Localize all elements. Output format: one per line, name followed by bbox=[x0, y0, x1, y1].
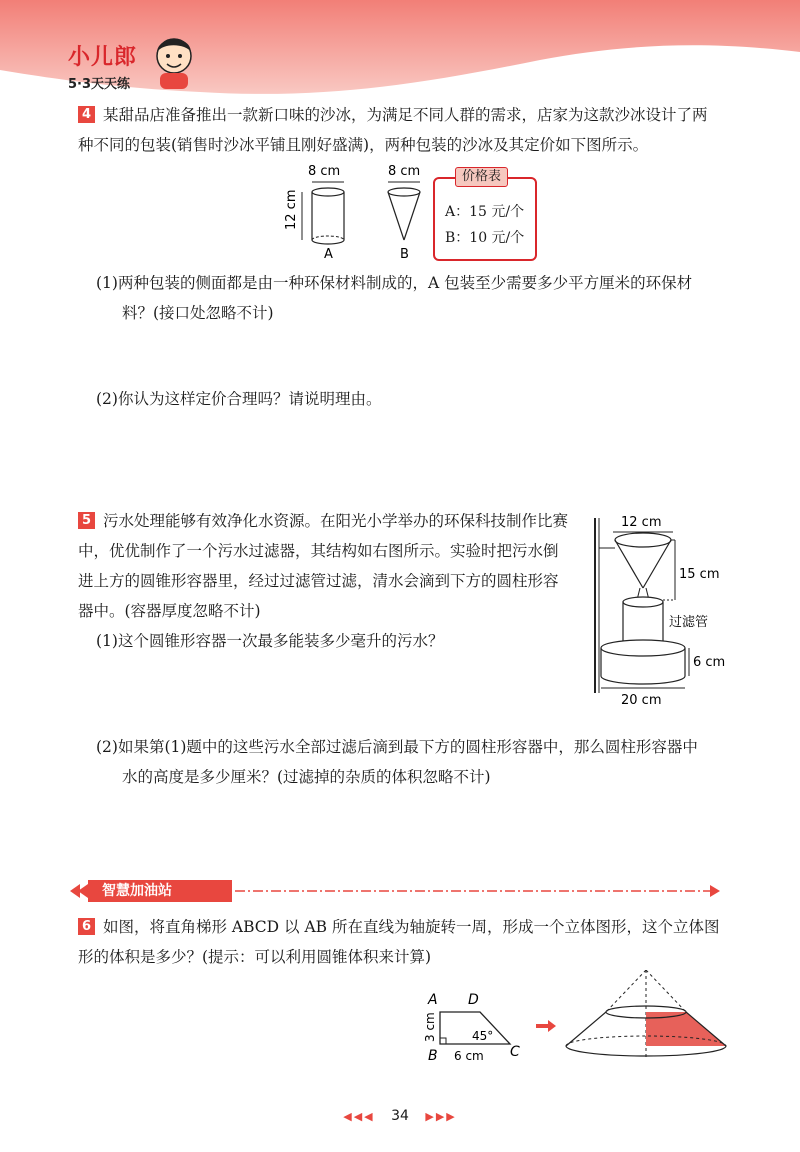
page-header bbox=[0, 0, 800, 115]
price-a: A：15 元/个 bbox=[445, 204, 525, 220]
cone-b-top bbox=[388, 188, 420, 196]
q5-sub2-line2: 水的高度是多少厘米？(过滤掉的杂质的体积忽略不计) bbox=[122, 768, 491, 786]
question-5 bbox=[78, 506, 598, 656]
q5-cyl-height-label: 6 cm bbox=[693, 655, 726, 670]
cylinder-a-bottom-hidden bbox=[312, 236, 344, 240]
q5-top-label: 12 cm bbox=[621, 515, 662, 530]
prev-arrows-icon: ◀◀◀ bbox=[343, 1110, 375, 1123]
page-number: 34 bbox=[391, 1108, 409, 1124]
pipe-top bbox=[623, 597, 663, 607]
q5-line-1: 污水处理能够有效净化水资源。在阳光小学举办的环保科技制作比赛 bbox=[103, 512, 569, 530]
right-angle-mark bbox=[440, 1038, 446, 1044]
q4-label-b: B bbox=[400, 247, 409, 262]
q5-sub1: (1)这个圆锥形容器一次最多能装多少毫升的污水？ bbox=[96, 632, 444, 650]
q4-top-b-label: 8 cm bbox=[388, 164, 421, 179]
q6-angle-label: 45° bbox=[472, 1029, 494, 1043]
cylinder-a-top bbox=[312, 188, 344, 196]
q5-sub2-line1: (2)如果第(1)题中的这些污水全部过滤后滴到最下方的圆柱形容器中，那么圆柱形容器中 bbox=[96, 738, 698, 756]
q5-bottom-label: 20 cm bbox=[621, 693, 662, 708]
q6-text-line2: 形的体积是多少？(提示：可以利用圆锥体积来计算) bbox=[78, 948, 432, 966]
q4-text-line1: 某甜品店准备推出一款新口味的沙冰，为满足不同人群的需求，店家为这款沙冰设计了两 bbox=[103, 106, 708, 124]
q4-sub2: (2)你认为这样定价合理吗？请说明理由。 bbox=[96, 390, 382, 408]
q4-sub1-line2: 料？(接口处忽略不计) bbox=[122, 304, 274, 322]
q6-base-label: 6 cm bbox=[454, 1049, 484, 1063]
q4-sub1-line1: (1)两种包装的侧面都是由一种环保材料制成的，A 包装至少需要多少平方厘米的环保材 bbox=[96, 274, 693, 292]
bottom-cylinder-top bbox=[601, 640, 685, 656]
cone-b-right bbox=[404, 192, 420, 240]
q4-height-label: 12 cm bbox=[284, 189, 299, 230]
q5-sub2 bbox=[96, 732, 756, 792]
price-table-title: 价格表 bbox=[455, 167, 508, 187]
cylinder-a-bottom bbox=[312, 240, 344, 244]
price-b: B：10 元/个 bbox=[445, 230, 525, 246]
q6-label-c: C bbox=[510, 1044, 520, 1060]
shaded-trapezoid bbox=[646, 1012, 726, 1046]
price-table bbox=[433, 169, 537, 261]
frustum-left bbox=[566, 1012, 606, 1046]
q5-line-2: 中，优优制作了一个污水过滤器，其结构如右图所示。实验时把污水倒 bbox=[78, 542, 559, 560]
q5-line-3: 进上方的圆锥形容器里，经过过滤管过滤，清水会滴到下方的圆柱形容 bbox=[78, 572, 559, 590]
brand-logo bbox=[68, 40, 137, 92]
cone-container-top bbox=[615, 533, 671, 547]
q6-text-line1: 如图，将直角梯形 ABCD 以 AB 所在直线为轴旋转一周，形成一个立体图形，这个立体图 bbox=[103, 918, 720, 936]
q5-figure-filter bbox=[585, 508, 735, 708]
question-number-5: 5 bbox=[78, 512, 95, 529]
section-title: 智慧加油站 bbox=[88, 880, 232, 902]
q6-side-label: 3 cm bbox=[423, 1012, 437, 1042]
q5-height-label: 15 cm bbox=[679, 567, 720, 582]
q6-label-a: A bbox=[428, 992, 438, 1008]
question-number-6: 6 bbox=[78, 918, 95, 935]
q6-label-d: D bbox=[468, 992, 479, 1008]
question-4 bbox=[78, 100, 738, 160]
logo-title: 小儿郎 bbox=[68, 45, 138, 70]
arrow-right-icon bbox=[536, 1020, 556, 1032]
q4-label-a: A bbox=[324, 247, 333, 262]
q6-label-b: B bbox=[428, 1048, 438, 1064]
q5-line-4: 器中。(容器厚度忽略不计) bbox=[78, 602, 261, 620]
q4-top-a-label: 8 cm bbox=[308, 164, 341, 179]
q4-figure-cylinder-cone bbox=[280, 160, 430, 270]
question-number-4: 4 bbox=[78, 106, 95, 123]
question-6 bbox=[78, 912, 738, 972]
q4-sub1 bbox=[96, 268, 736, 328]
q4-text-line2: 种不同的包装(销售时沙冰平铺且刚好盛满)，两种包装的沙冰及其定价如下图所示。 bbox=[78, 136, 649, 154]
next-arrows-icon: ▶▶▶ bbox=[425, 1110, 457, 1123]
q6-figure-trapezoid bbox=[410, 970, 740, 1070]
bottom-cylinder-base bbox=[601, 676, 685, 684]
mascot-boy-icon bbox=[150, 28, 198, 90]
q5-pipe-label: 过滤管 bbox=[669, 615, 709, 630]
page-footer bbox=[0, 1108, 800, 1124]
cone-b-left bbox=[388, 192, 404, 240]
logo-subtitle: 5·3天天练 bbox=[68, 77, 131, 92]
